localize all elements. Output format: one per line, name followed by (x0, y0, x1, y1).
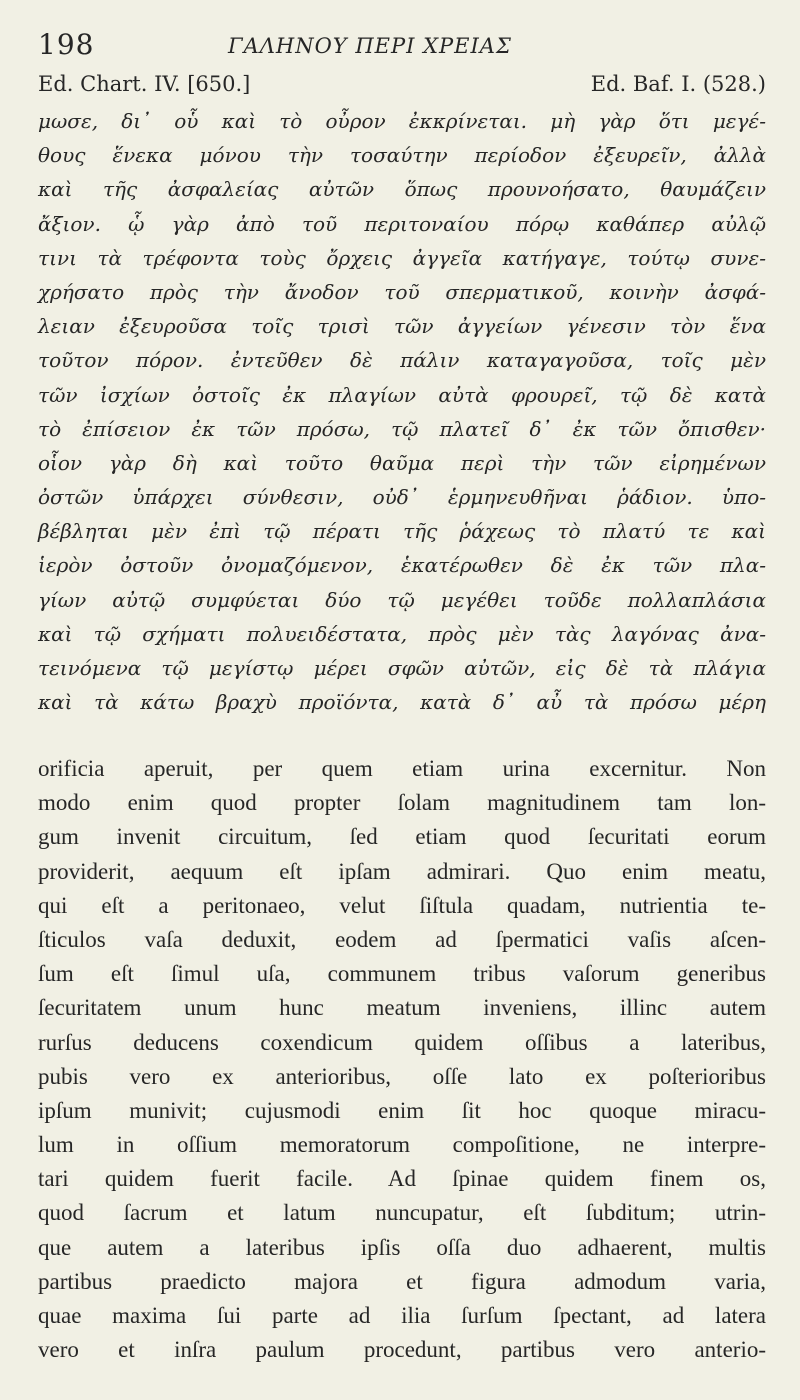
greek-text-line: οἷον γὰρ δὴ καὶ τοῦτο θαῦμα περὶ τὴν τῶν εἰρημένων (38, 450, 766, 475)
latin-text-line: ſum eſt ſimul uſa, communem tribus vaſorum generibus (38, 961, 766, 987)
greek-text-line: καὶ τῷ σχήματι πολυειδέστατα, πρὸς μὲν τὰς λαγόνας ἀνα- (38, 621, 766, 646)
greek-text-line: καὶ τὰ κάτω βραχὺ προϊόντα, κατὰ δ᾽ αὖ τὰ πρόσω μέρη (38, 690, 766, 715)
greek-text-line: τινι τὰ τρέφοντα τοὺς ὄρχεις ἀγγεῖα κατήγαγε, τούτῳ συνε- (38, 245, 766, 270)
latin-text-line: modo enim quod propter ſolam magnitudinem tam lon- (38, 790, 766, 816)
edition-references (38, 72, 766, 106)
latin-text-line: ipſum munivit; cujusmodi enim ſit hoc quoque miracu- (38, 1097, 766, 1123)
page-header (38, 28, 766, 68)
latin-text-line: qui eſt a peritonaeo, velut ſiſtula quadam, nutrientia te- (38, 892, 766, 918)
latin-text-line: tari quidem fuerit facile. Ad ſpinae quidem finem os, (38, 1166, 766, 1192)
latin-text-line: vero et inſra paulum procedunt, partibus vero anterio- (38, 1337, 766, 1363)
greek-text-line: τεινόμενα τῷ μεγίστῳ μέρει σφῶν αὐτῶν, εἰς δὲ τὰ πλάγια (38, 656, 766, 680)
greek-text-line: τὸ ἐπίσειον ἐκ τῶν πρόσω, τῷ πλατεῖ δ᾽ ἐκ τῶν ὄπισθεν· (38, 416, 766, 441)
greek-text-line: ἱερὸν ὀστοῦν ὀνομαζόμενον, ἑκατέρωθεν δὲ ἐκ τῶν πλα- (38, 553, 766, 578)
latin-text-line: quod ſacrum et latum nuncupatur, eſt ſubditum; utrin- (38, 1200, 766, 1226)
greek-text-line: βέβληται μὲν ἐπὶ τῷ πέρατι τῆς ῥάχεως τὸ πλατύ τε καὶ (38, 519, 766, 544)
page-number: 198 (38, 28, 95, 61)
greek-text-line: λειαν ἐξευροῦσα τοῖς τρισὶ τῶν ἀγγείων γένεσιν τὸν ἕνα (38, 314, 766, 339)
latin-text-line: providerit, aequum eſt ipſam admirari. Quo enim meatu, (38, 858, 766, 884)
latin-text-line: quae maxima ſui parte ad ilia ſurſum ſpectant, ad latera (38, 1303, 766, 1328)
greek-text-line: ὀστῶν ὑπάρχει σύνθεσιν, οὐδ᾽ ἑρμηνευθῆναι ῥάδιον. ὑπο- (38, 485, 766, 510)
greek-text-line: μωσε, δι᾽ οὗ καὶ τὸ οὖρον ἐκκρίνεται. μὴ γὰρ ὅτι μεγέ- (38, 109, 766, 133)
greek-text-line: γίων αὐτῷ συμφύεται δύο τῷ μεγέθει τοῦδε πολλαπλάσια (38, 587, 766, 612)
running-title: ΓΑΛΗΝΟΥ ΠΕΡΙ ΧΡΕΙΑΣ (228, 34, 512, 58)
greek-text-block (38, 104, 766, 719)
latin-text-line: lum in oſſium memoratorum compoſitione, ne interpre- (38, 1132, 766, 1158)
latin-text-line: ſticulos vaſa deduxit, eodem ad ſpermatici vaſis aſcen- (38, 926, 766, 952)
latin-text-line: pubis vero ex anterioribus, oſſe lato ex poſterioribus (38, 1063, 766, 1089)
latin-text-line: que autem a lateribus ipſis oſſa duo adhaerent, multis (38, 1234, 766, 1260)
greek-text-line: τοῦτον πόρον. ἐντεῦθεν δὲ πάλιν καταγαγοῦσα, τοῖς μὲν (38, 348, 766, 373)
greek-text-line: ἄξιον. ᾧ γὰρ ἀπὸ τοῦ περιτοναίου πόρῳ καθάπερ αὐλῷ (38, 211, 766, 236)
greek-text-line: θους ἕνεκα μόνου τὴν τοσαύτην περίοδον ἐξευρεῖν, ἀλλὰ (38, 143, 766, 168)
latin-text-line: rurſus deducens coxendicum quidem oſſibus a lateribus, (38, 1029, 766, 1055)
edition-reference-chart: Ed. Chart. IV. [650.] (38, 72, 251, 96)
greek-text-line: καὶ τῆς ἀσφαλείας αὐτῶν ὅπως προυνοήσατο, θαυμάζειν (38, 177, 766, 202)
latin-text-block (38, 752, 766, 1367)
latin-text-line: partibus praedicto majora et figura admodum varia, (38, 1268, 766, 1294)
greek-text-line: τῶν ἰσχίων ὀστοῖς ἐκ πλαγίων αὐτὰ φρουρεῖ, τῷ δὲ κατὰ (38, 382, 766, 407)
latin-text-line: gum invenit circuitum, ſed etiam quod ſecuritati eorum (38, 824, 766, 850)
greek-text-line: χρήσατο πρὸς τὴν ἄνοδον τοῦ σπερματικοῦ, κοινὴν ἀσφά- (38, 279, 766, 304)
edition-reference-basel: Ed. Baf. I. (528.) (590, 72, 766, 96)
latin-text-line: ſecuritatem unum hunc meatum inveniens, illinc autem (38, 995, 766, 1021)
latin-text-line: orificia aperuit, per quem etiam urina excernitur. Non (38, 756, 766, 781)
